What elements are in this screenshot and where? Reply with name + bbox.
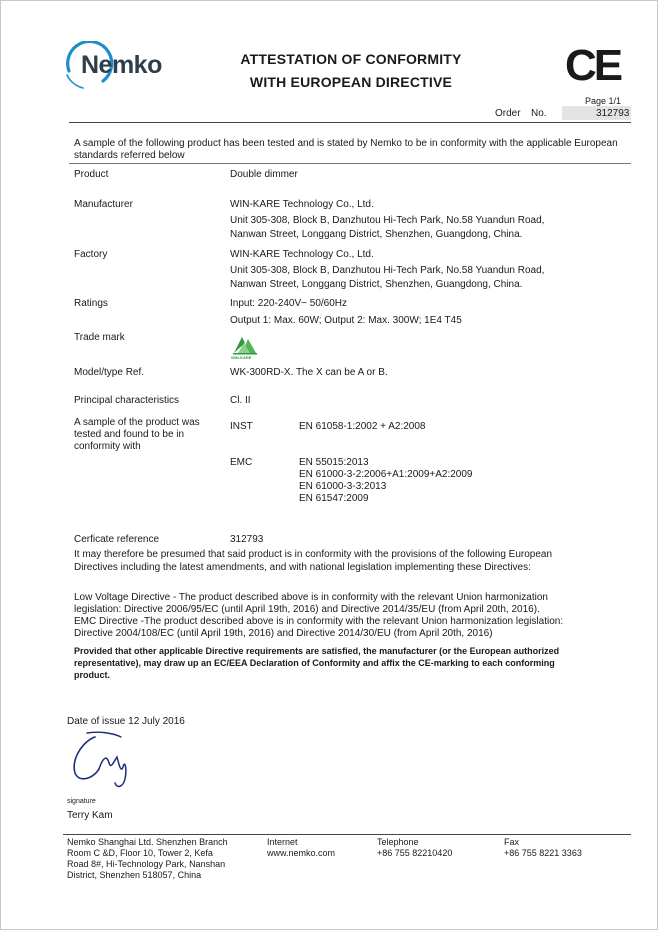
manufacturer-name: WIN-KARE Technology Co., Ltd. [230,199,374,210]
footer-address-3: Road 8#, Hi-Technology Park, Nanshan [67,859,226,869]
lvd-text-2: legislation: Directive 2006/95/EC (until April 19th, 2016) and Directive 2014/35/EU (from April 20th, 2016). [74,604,540,615]
ratings-output: Output 1: Max. 60W; Output 2: Max. 300W; 1E4 T45 [230,315,462,326]
internet-value[interactable]: www.nemko.com [267,848,336,858]
product-value: Double dimmer [230,169,298,180]
emc-standard-1: EN 55015:2013 [299,457,369,468]
intro-divider [69,163,631,164]
manufacturer-address-2: Nanwan Street, Longgang District, Shenzhen, Guangdong, China. [230,229,523,240]
order-number: 312793 [596,108,630,119]
order-no-label: No. [531,108,547,119]
ratings-label: Ratings [74,298,108,309]
factory-address-1: Unit 305-308, Block B, Danzhutou Hi-Tech Park, No.58 Yuandun Road, [230,265,545,276]
intro-text: A sample of the following product has been tested and is stated by Nemko to be in conformity with the applicable European standards referred below [74,138,618,161]
inst-standard: EN 61058-1:2002 + A2:2008 [299,421,426,432]
manufacturer-address-1: Unit 305-308, Block B, Danzhutou Hi-Tech Park, No.58 Yuandun Road, [230,215,545,226]
footer-address-4: District, Shenzhen 518057, China [67,870,202,880]
telephone-value: +86 755 82210420 [377,848,453,858]
certificate-value: 312793 [230,534,264,545]
sample-label-1: A sample of the product was [74,417,200,428]
presumed-text-1: It may therefore be presumed that said product is in conformity with the provisions of the following European [74,549,553,560]
presumed-text-2: Directives including the latest amendments, and with national legislation implementing these Directives: [74,562,531,573]
signature-label: signature [67,798,96,805]
trademark-logo [230,331,260,361]
telephone-label: Telephone [377,837,419,847]
fax-label: Fax [504,837,520,847]
nemko-logo [63,41,183,91]
principal-label: Principal characteristics [74,395,180,406]
header-divider [69,122,631,123]
footer-address-1: Nemko Shanghai Ltd. Shenzhen Branch [67,837,228,847]
title-line-2: WITH EUROPEAN DIRECTIVE [249,74,453,90]
product-label: Product [74,169,109,180]
inst-label: INST [230,421,253,432]
provided-text-1: Provided that other applicable Directive requirements are satisfied, the manufacturer (or the European authorized [74,646,560,656]
sample-label-3: conformity with [74,441,141,452]
ratings-input: Input: 220-240V~ 50/60Hz [230,298,348,309]
lvd-text-1: Low Voltage Directive - The product described above is in conformity with the relevant Union harmonization [74,592,548,603]
factory-address-2: Nanwan Street, Longgang District, Shenzhen, Guangdong, China. [230,279,523,290]
ce-mark: CE [565,41,621,90]
footer-address-2: Room C &D, Floor 10, Tower 2, Kefa [67,848,213,858]
trademark-label: Trade mark [74,332,125,343]
date-of-issue: Date of issue 12 July 2016 [67,716,185,727]
trademark-logo-text: WIN-KARE [231,355,252,360]
provided-text-2: representative), may draw up an EC/EEA Declaration of Conformity and affix the CE-marking to each conforming [74,658,555,668]
title-line-1: ATTESTATION OF CONFORMITY [240,51,462,67]
emc-label: EMC [230,457,253,468]
principal-value: Cl. II [230,395,251,406]
emc-standard-2: EN 61000-3-2:2006+A1:2009+A2:2009 [299,469,473,480]
footer-divider [63,834,631,835]
signer-name: Terry Kam [67,810,113,821]
internet-label: Internet [267,837,298,847]
emc-directive-text-1: EMC Directive -The product described above is in conformity with the relevant Union harmonization legislation: [74,616,564,627]
manufacturer-label: Manufacturer [74,199,133,210]
order-label: Order [495,108,521,119]
emc-standard-3: EN 61000-3-3:2013 [299,481,387,492]
logo-text: Nemko [81,51,162,79]
factory-name: WIN-KARE Technology Co., Ltd. [230,249,374,260]
provided-text-3: product. [74,670,110,680]
sample-label-2: tested and found to be in [74,429,185,440]
model-value: WK-300RD-X. The X can be A or B. [230,367,388,378]
factory-label: Factory [74,249,108,260]
signature-scribble-icon [65,729,145,791]
emc-standard-4: EN 61547:2009 [299,493,369,504]
handwritten-signature [65,729,145,791]
certificate-label: Cerficate reference [74,534,160,545]
emc-directive-text-2: Directive 2004/108/EC (until April 19th, 2016) and Directive 2014/30/EU (from April 20th, 2016) [74,628,493,639]
fax-value: +86 755 8221 3363 [504,848,582,858]
page-number: Page 1/1 [585,96,622,106]
model-label: Model/type Ref. [74,367,145,378]
